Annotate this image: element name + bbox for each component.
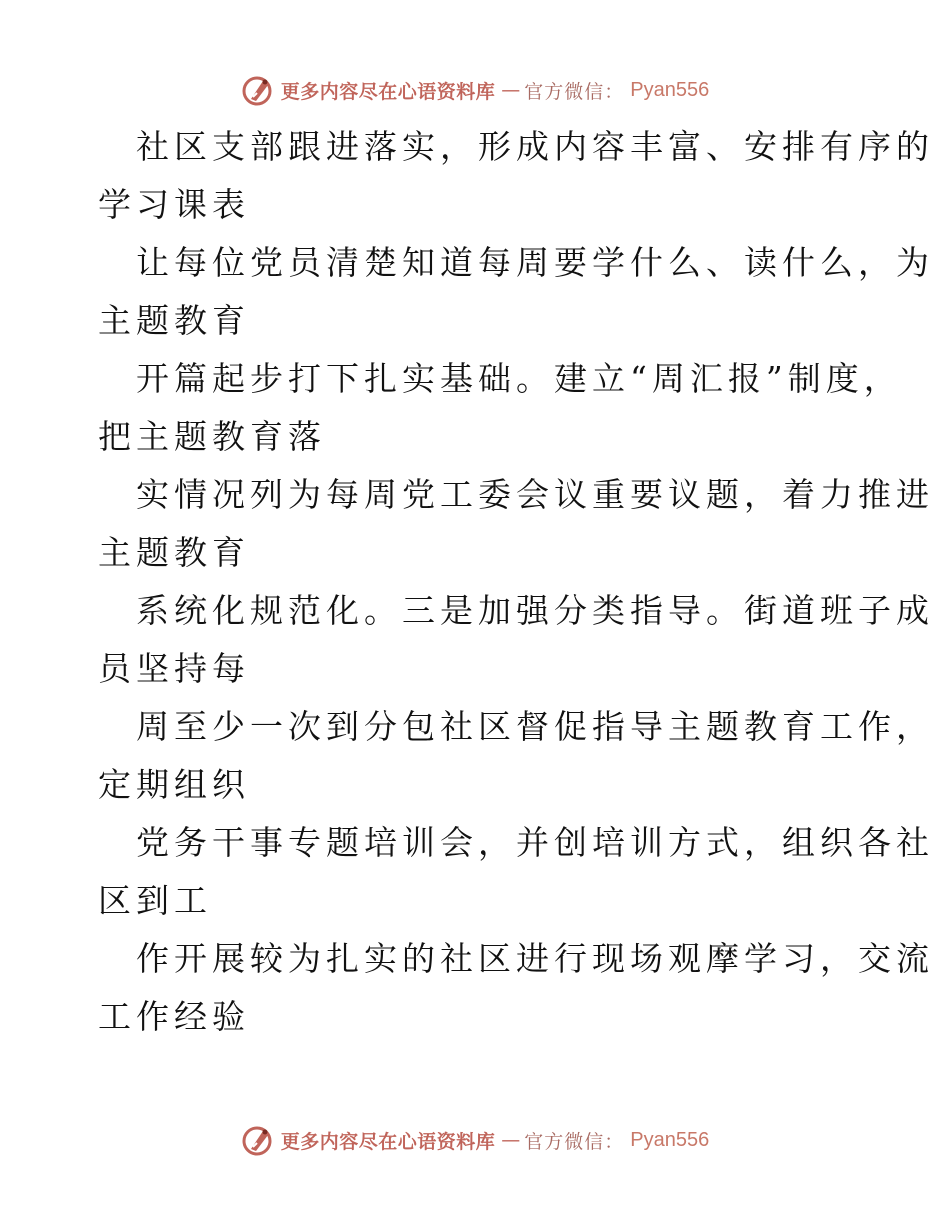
paragraph-line-first: 实情况列为每周党工委会议重要议题，着力推进: [136, 475, 934, 514]
header-watermark: [0, 70, 950, 110]
paragraph: [98, 930, 934, 1046]
paragraph-line-second: 定期组织: [98, 765, 250, 804]
paragraph-line-first: 让每位党员清楚知道每周要学什么、读什么，为: [136, 243, 934, 282]
paragraph: [98, 582, 934, 698]
paragraph-line-second: 区到工: [98, 881, 212, 920]
pen-nib-circle-icon: [241, 73, 275, 107]
paragraph: [98, 466, 934, 582]
document-body: [98, 118, 934, 1046]
watermark-label: 官方微信：: [524, 1130, 625, 1153]
pen-nib-circle-icon: [241, 1123, 275, 1157]
paragraph-line-first: 系统化规范化。三是加强分类指导。街道班子成: [136, 591, 934, 630]
paragraph-line-second: 学习课表: [98, 185, 250, 224]
paragraph-line-first: 作开展较为扎实的社区进行现场观摩学习，交流: [136, 939, 934, 978]
paragraph-line-second: 主题教育: [98, 301, 250, 340]
paragraph-line-second: 工作经验: [98, 997, 250, 1036]
paragraph: [98, 234, 934, 350]
paragraph: [98, 698, 934, 814]
paragraph-line-first: 社区支部跟进落实，形成内容丰富、安排有序的: [136, 127, 934, 166]
footer-watermark: [0, 1120, 950, 1160]
paragraph: [98, 350, 902, 466]
paragraph: [98, 118, 934, 234]
paragraph: [98, 814, 934, 930]
watermark-main-text: 更多内容尽在心语资料库: [280, 80, 496, 103]
paragraph-line-second: 把主题教育落: [98, 417, 326, 456]
paragraph-line-first: 周至少一次到分包社区督促指导主题教育工作，: [136, 707, 934, 746]
watermark-dash: —: [501, 1129, 519, 1151]
watermark-label: 官方微信：: [524, 80, 625, 103]
paragraph-line-second: 主题教育: [98, 533, 250, 572]
paragraph-line-first: 开篇起步打下扎实基础。建立“周汇报”制度，: [136, 359, 902, 398]
watermark-main-text: 更多内容尽在心语资料库: [280, 1130, 496, 1153]
watermark-id: Pyan556: [630, 1128, 710, 1151]
paragraph-line-second: 员坚持每: [98, 649, 250, 688]
watermark-id: Pyan556: [630, 78, 710, 101]
watermark-dash: —: [501, 79, 519, 101]
paragraph-line-first: 党务干事专题培训会，并创培训方式，组织各社: [136, 823, 934, 862]
